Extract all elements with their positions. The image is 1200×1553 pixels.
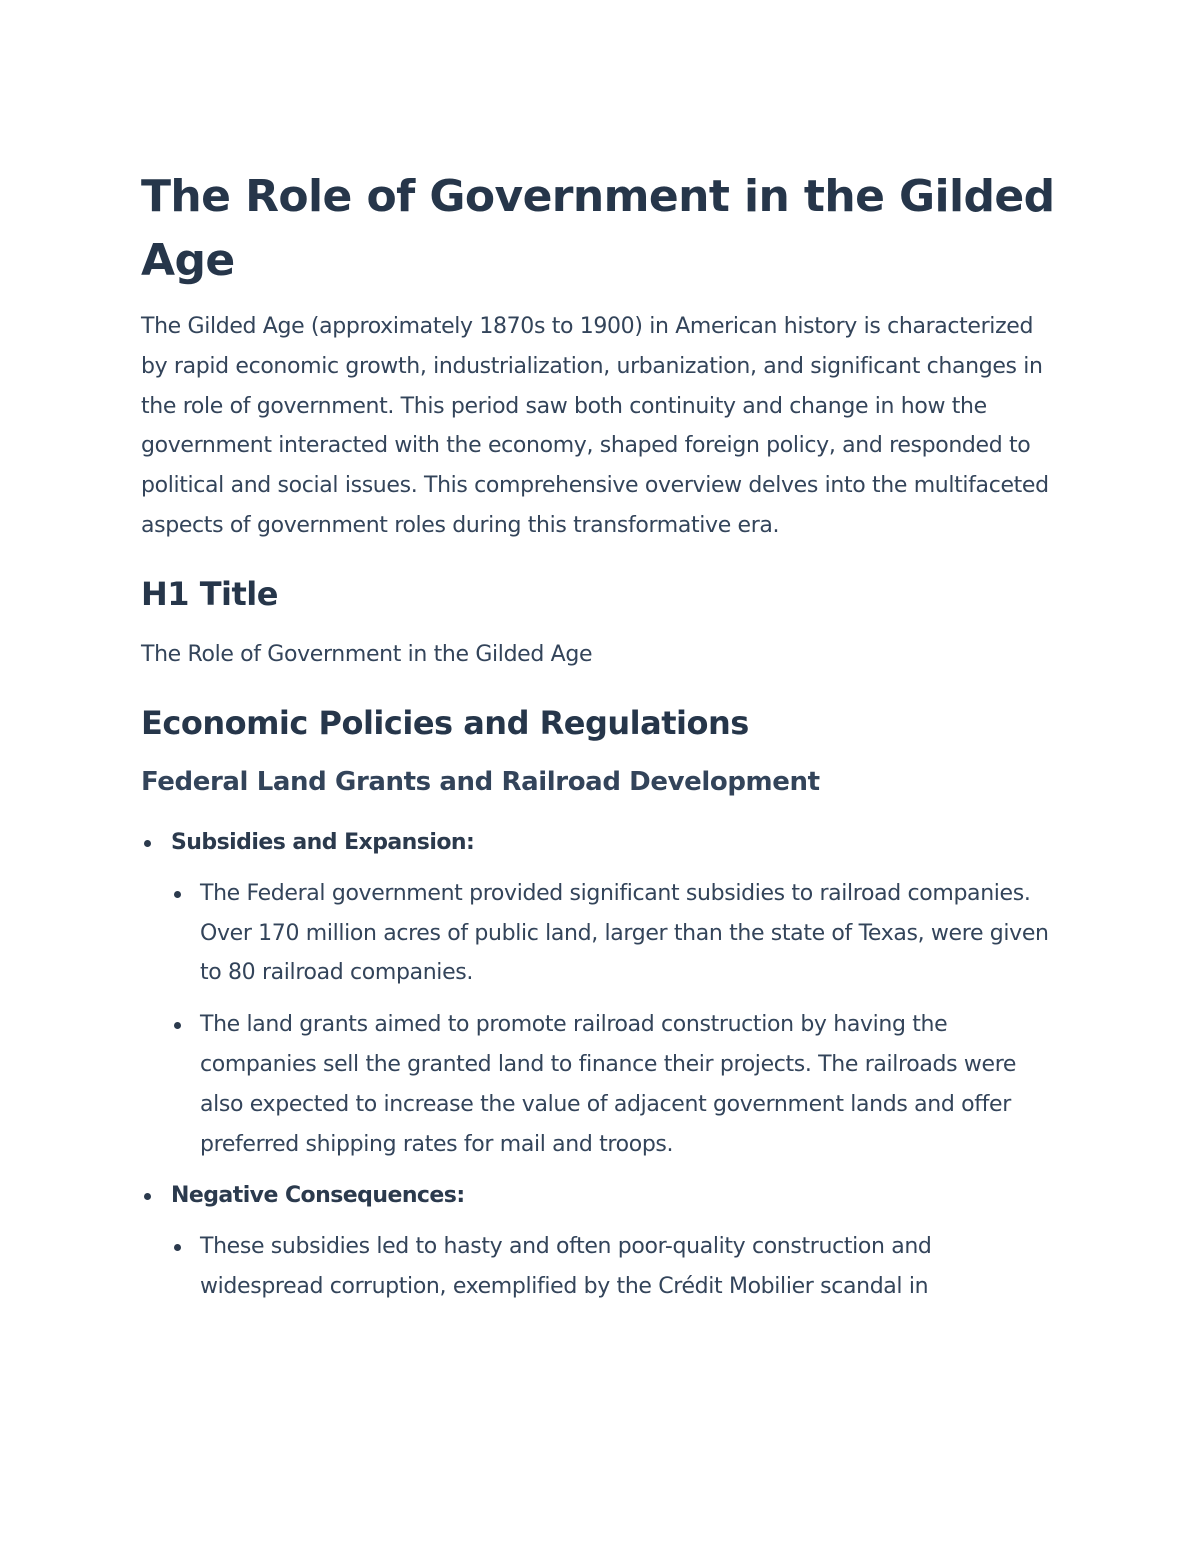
land-grants-subheading: Federal Land Grants and Railroad Development	[141, 766, 820, 797]
list-item	[141, 823, 1061, 1165]
list-item-label: Subsidies and Expansion:	[171, 829, 475, 855]
economic-list	[141, 823, 1061, 1307]
document-title: The Role of Government in the Gilded Age	[141, 171, 1055, 286]
bullet-icon	[144, 840, 151, 847]
list-item-label: Negative Consequences:	[171, 1183, 465, 1209]
bullet-icon	[174, 1022, 181, 1029]
sub-list-item	[171, 874, 1061, 993]
sub-list-item-text: The land grants aimed to promote railroad construction by having the companies sell the granted land to finance their projects. The railroads were also expected to increase the value of adjacent government lands and offer preferred shipping rates for mail and troops.	[200, 1012, 1017, 1157]
h1-title-heading: H1 Title	[141, 574, 278, 613]
h1-title-text: The Role of Government in the Gilded Age	[141, 641, 593, 667]
sub-list-item-text: The Federal government provided significant subsidies to railroad companies. Over 170 million acres of public land, larger than the state of Texas, were given to 80 railroad companies.	[200, 880, 1049, 986]
sub-list-item	[171, 1227, 1061, 1307]
list-item	[141, 1176, 1061, 1307]
bullet-icon	[174, 891, 181, 898]
sub-list-item-text: These subsidies led to hasty and often poor-quality construction and widespread corruption, exemplified by the Crédit Mobilier scandal in	[200, 1234, 932, 1300]
document-page	[141, 165, 1061, 1319]
sub-list	[171, 874, 1061, 1165]
intro-paragraph: The Gilded Age (approximately 1870s to 1900) in American history is characterized by rapid economic growth, industrialization, urbanization, and significant changes in the role of government. This period saw both continuity and change in how the government interacted with the economy, shaped foreign policy, and responded to political and social issues. This comprehensive overview delves into the multifaceted aspects of government roles during this transformative era.	[141, 314, 1049, 538]
sub-list-item	[171, 1005, 1061, 1164]
sub-list	[171, 1227, 1061, 1307]
bullet-icon	[174, 1244, 181, 1251]
economic-policies-heading: Economic Policies and Regulations	[141, 703, 749, 742]
bullet-icon	[144, 1193, 151, 1200]
